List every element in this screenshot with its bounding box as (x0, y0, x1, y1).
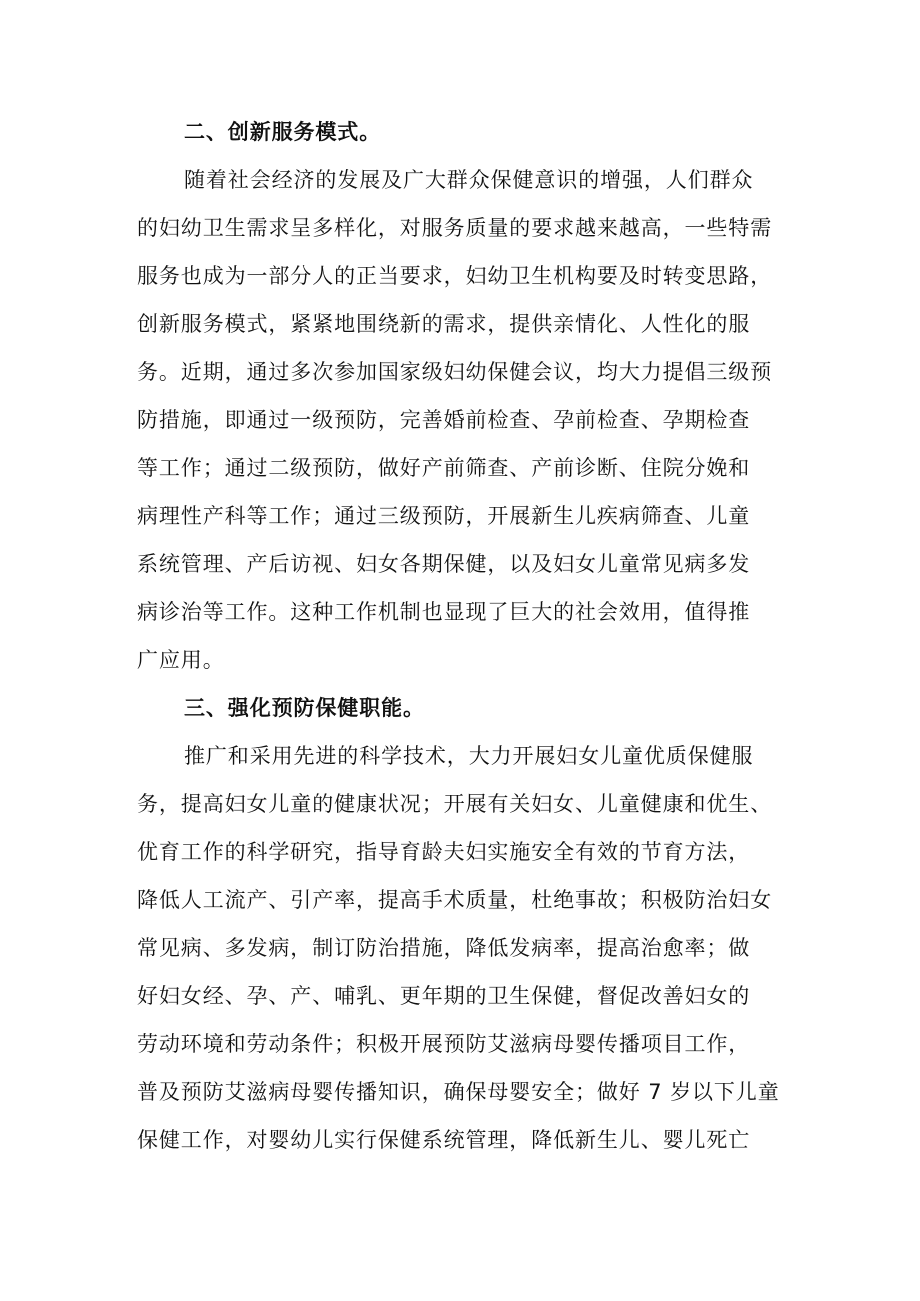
paragraph-line: 服务也成为一部分人的正当要求，妇幼卫生机构要及时转变思路， (137, 264, 773, 288)
paragraph-line: 病诊治等工作。这种工作机制也显现了巨大的社会效用，值得推 (137, 600, 751, 624)
paragraph-line: 劳动环境和劳动条件；积极开展预防艾滋病母婴传播项目工作， (137, 1032, 751, 1056)
section-heading-strengthen-prevention: 三、强化预防保健职能。 (184, 696, 425, 720)
paragraph-line: 优育工作的科学研究，指导育龄夫妇实施安全有效的节育方法， (137, 840, 751, 864)
paragraph-line: 病理性产科等工作；通过三级预防，开展新生儿疾病筛查、儿童 (137, 504, 751, 528)
paragraph-line: 系统管理、产后访视、妇女各期保健，以及妇女儿童常见病多发 (137, 552, 751, 576)
paragraph-line: 务，提高妇女儿童的健康状况；开展有关妇女、儿童健康和优生、 (137, 792, 773, 816)
paragraph-line: 降低人工流产、引产率，提高手术质量，杜绝事故；积极防治妇女 (137, 888, 773, 912)
paragraph-line: 好妇女经、孕、产、哺乳、更年期的卫生保健，督促改善妇女的 (137, 984, 751, 1008)
paragraph-line: 常见病、多发病，制订防治措施，降低发病率，提高治愈率；做 (137, 936, 751, 960)
paragraph-line: 防措施，即通过一级预防，完善婚前检查、孕前检查、孕期检查 (137, 408, 751, 432)
paragraph-line: 推广和采用先进的科学技术，大力开展妇女儿童优质保健服 (184, 744, 754, 768)
paragraph-line: 的妇幼卫生需求呈多样化，对服务质量的要求越来越高，一些特需 (137, 216, 773, 240)
paragraph-line: 普及预防艾滋病母婴传播知识，确保母婴安全；做好 7 岁以下儿童 (137, 1080, 780, 1104)
section-heading-innovate-service: 二、创新服务模式。 (184, 120, 382, 144)
paragraph-line: 创新服务模式，紧紧地围绕新的需求，提供亲情化、人性化的服 (137, 312, 751, 336)
paragraph-line: 广应用。 (137, 648, 225, 672)
paragraph-line: 随着社会经济的发展及广大群众保健意识的增强，人们群众 (184, 168, 754, 192)
paragraph-line: 保健工作，对婴幼儿实行保健系统管理，降低新生儿、婴儿死亡 (137, 1128, 751, 1152)
paragraph-line: 务。近期，通过多次参加国家级妇幼保健会议，均大力提倡三级预 (137, 360, 773, 384)
paragraph-line: 等工作；通过二级预防，做好产前筛查、产前诊断、住院分娩和 (137, 456, 751, 480)
